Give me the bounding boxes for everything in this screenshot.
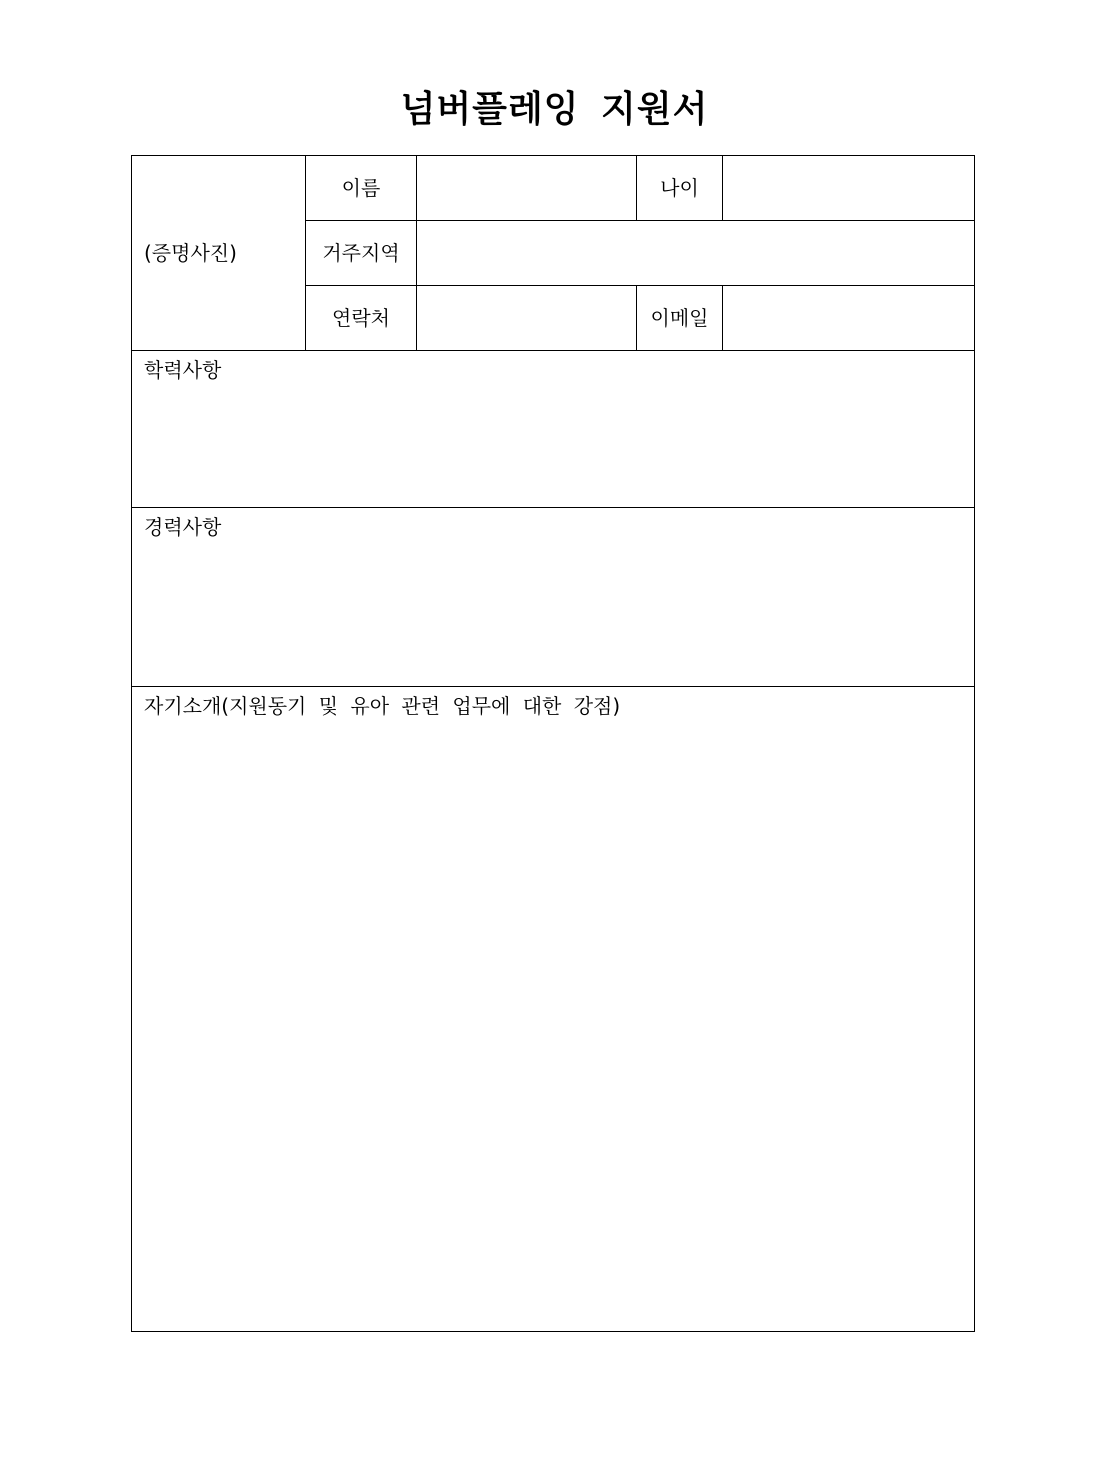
page-title: 넘버플레잉 지원서 — [400, 89, 709, 130]
name-field[interactable] — [417, 156, 637, 221]
career-label: 경력사항 — [144, 515, 222, 539]
application-form — [131, 155, 975, 1332]
age-label: 나이 — [637, 156, 723, 221]
form-row-career — [132, 508, 975, 687]
email-label: 이메일 — [637, 286, 723, 351]
region-label: 거주지역 — [306, 221, 417, 286]
career-section[interactable] — [132, 508, 975, 687]
photo-label: (증명사진) — [144, 241, 237, 265]
form-row-education — [132, 351, 975, 508]
age-field[interactable] — [723, 156, 975, 221]
photo-cell[interactable] — [132, 156, 306, 351]
intro-section[interactable] — [132, 687, 975, 1332]
form-row-intro — [132, 687, 975, 1332]
region-field[interactable] — [417, 221, 975, 286]
form-row-name-age — [132, 156, 975, 221]
education-label: 학력사항 — [144, 358, 222, 382]
education-section[interactable] — [132, 351, 975, 508]
email-field[interactable] — [723, 286, 975, 351]
contact-label: 연락처 — [306, 286, 417, 351]
contact-field[interactable] — [417, 286, 637, 351]
intro-label: 자기소개(지원동기 및 유아 관련 업무에 대한 강점) — [144, 694, 621, 718]
name-label: 이름 — [306, 156, 417, 221]
